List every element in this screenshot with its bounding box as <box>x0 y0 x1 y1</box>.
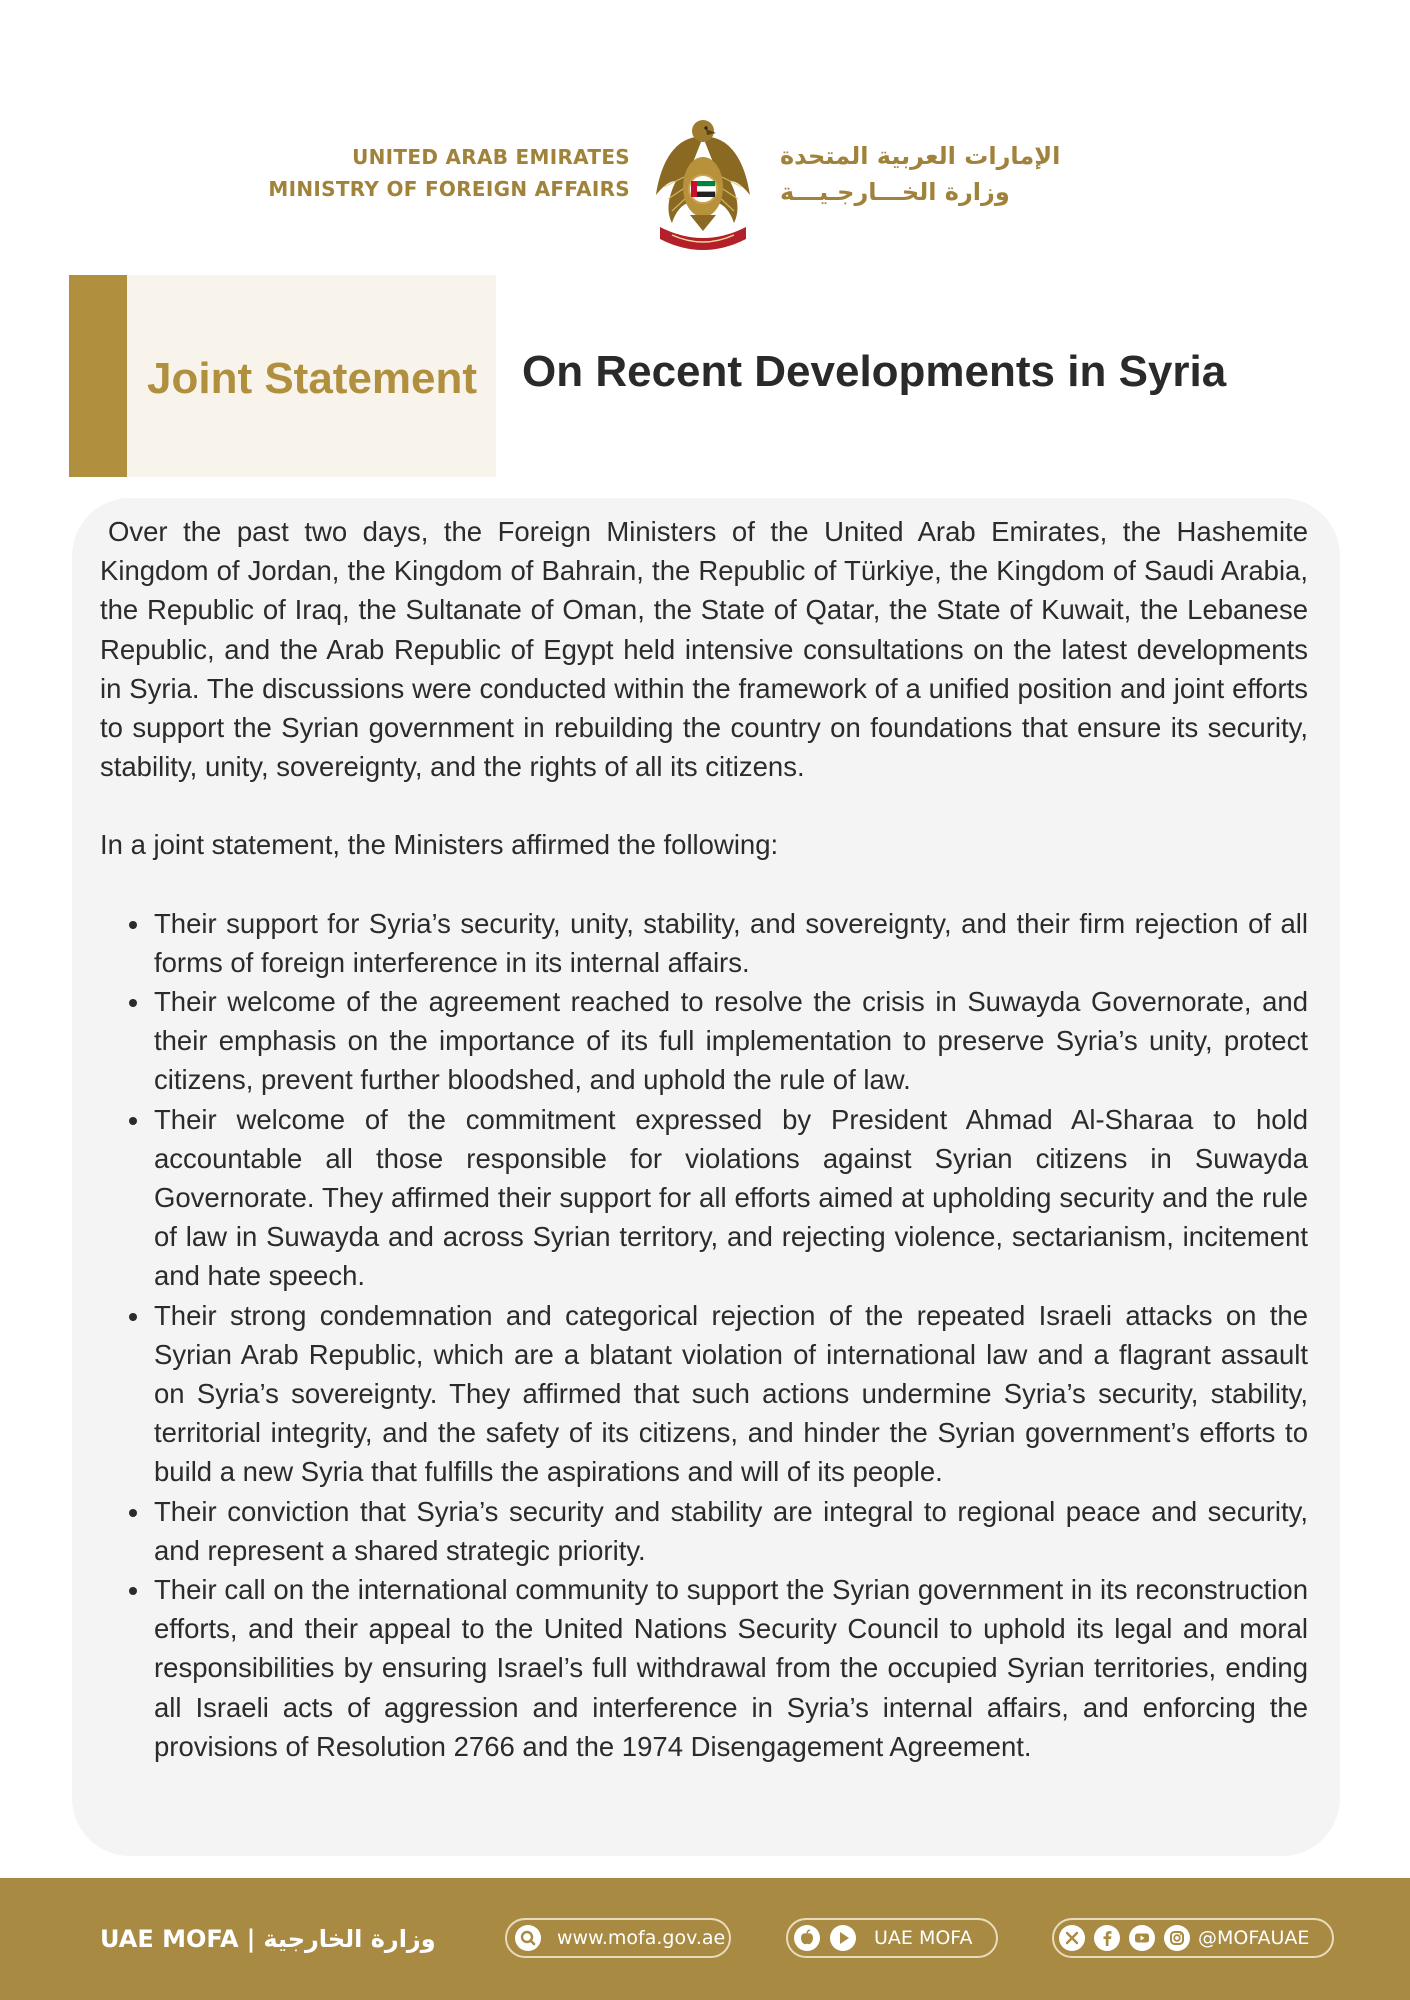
lead-sentence: In a joint statement, the Ministers affirmed the following: <box>100 829 779 861</box>
list-item: • Their call on the international community to support the Syrian government in its reconstruction efforts, and their appeal to the United Nations Security Council to uphold its legal and moral responsibilities by ensuring Israel’s full withdrawal from the occupied Syrian territories, ending all Israeli acts of aggression and interference in Syria’s internal affairs, and enforcing the provisions of Resolution 2766 and the 1974 Disengagement Agreement. <box>152 1570 1308 1766</box>
org-name-english <box>250 141 630 205</box>
social-links[interactable] <box>1052 1918 1334 1958</box>
youtube-icon[interactable] <box>1129 1925 1155 1951</box>
social-handle: @MOFAUAE <box>1198 1927 1310 1949</box>
list-item: • Their strong condemnation and categorical rejection of the repeated Israeli attacks on the Syrian Arab Republic, which are a blatant violation of international law and a flagrant assault on Syria’s sovereignty. They affirmed that such actions undermine Syria’s security, stability, territorial integrity, and the safety of its citizens, and hinder the Syrian government’s efforts to build a new Syria that fulfills the aspirations and will of its people. <box>152 1296 1308 1492</box>
website-url: www.mofa.gov.ae <box>557 1927 726 1949</box>
list-item: • Their conviction that Syria’s security and stability are integral to regional peace and security, and represent a shared strategic priority. <box>152 1492 1308 1570</box>
list-item: • Their welcome of the agreement reached to resolve the crisis in Suwayda Governorate, and their emphasis on the importance of its full implementation to preserve Syria’s unity, protect citizens, prevent further bloodshed, and uphold the rule of law. <box>152 982 1308 1100</box>
org-ar-line2: وزارة الخـــارجـيـــة <box>780 178 1010 206</box>
app-store-links[interactable] <box>786 1918 998 1958</box>
org-en-line1: UNITED ARAB EMIRATES <box>352 145 630 169</box>
intro-paragraph: Over the past two days, the Foreign Ministers of the United Arab Emirates, the Hashemite Kingdom of Jordan, the Kingdom of Bahrain, the Republic of Türkiye, the Kingdom of Saudi Arabia, the Republic of Iraq, the Sultanate of Oman, the State of Qatar, the State of Kuwait, the Lebanese Republic, and the Arab Republic of Egypt held intensive consultations on the latest developments in Syria. The discussions were conducted within the framework of a unified position and joint efforts to support the Syrian government in rebuilding the country on foundations that ensure its security, stability, unity, sovereignty, and the rights of all its citizens. <box>100 516 1308 783</box>
statement-body <box>100 512 1308 1766</box>
apple-icon[interactable] <box>794 1925 820 1951</box>
org-name-arabic <box>780 138 1140 210</box>
brand-english: UAE MOFA <box>100 1925 239 1953</box>
search-icon <box>515 1925 541 1951</box>
brand-arabic: وزارة الخارجية <box>263 1925 436 1953</box>
website-link[interactable] <box>505 1918 731 1958</box>
affirmations-list <box>100 904 1308 1766</box>
x-icon[interactable] <box>1059 1925 1085 1951</box>
falcon-emblem-icon <box>650 115 756 255</box>
instagram-icon[interactable] <box>1164 1925 1190 1951</box>
brand-separator: | <box>246 1925 256 1953</box>
list-item: • Their support for Syria’s security, unity, stability, and sovereignty, and their firm rejection of all forms of foreign interference in its internal affairs. <box>152 904 1308 982</box>
list-item: • Their welcome of the commitment expressed by President Ahmad Al-Sharaa to hold accountable all those responsible for violations against Syrian citizens in Suwayda Governorate. They affirmed their support for all efforts aimed at upholding security and the rule of law in Suwayda and across Syrian territory, and rejecting violence, sectarianism, incitement and hate speech. <box>152 1100 1308 1296</box>
org-ar-line1: الإمارات العربية المتحدة <box>780 142 1061 170</box>
footer-brand <box>100 1920 436 1958</box>
org-en-line2: MINISTRY OF FOREIGN AFFAIRS <box>268 177 630 201</box>
statement-type-label: Joint Statement <box>147 354 478 403</box>
title-accent-bar <box>69 275 127 477</box>
google-play-icon[interactable] <box>830 1925 856 1951</box>
facebook-icon[interactable] <box>1094 1925 1120 1951</box>
apps-label: UAE MOFA <box>874 1927 973 1949</box>
page-title: On Recent Developments in Syria <box>522 347 1227 396</box>
